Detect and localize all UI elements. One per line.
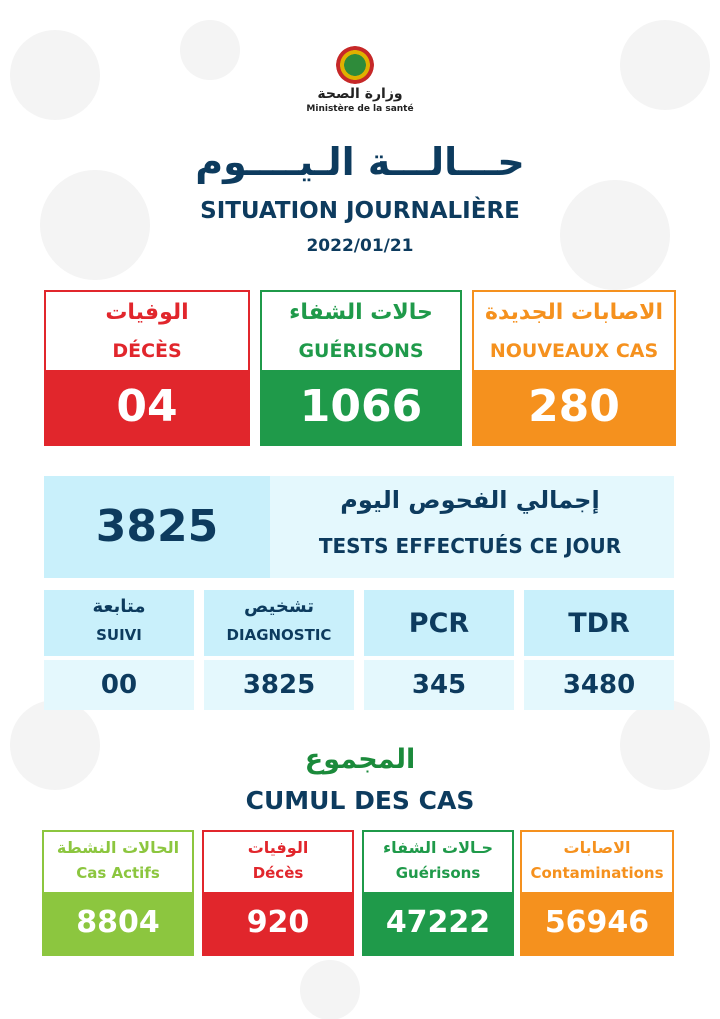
ministry-name-ar: وزارة الصحة — [317, 86, 403, 102]
cumulative-title-fr: CUMUL DES CAS — [245, 786, 475, 815]
background-virus-icon — [10, 30, 100, 120]
background-virus-icon — [180, 20, 240, 80]
cumulative-title-ar: المجموع — [304, 744, 416, 775]
cumulative-deaths-value: 920 — [204, 892, 352, 954]
tests-suivi-label-ar: متابعة — [92, 596, 146, 617]
tests-diagnostic-value: 3825 — [242, 670, 316, 700]
cumulative-contaminations-label-fr: Contaminations — [530, 864, 664, 882]
background-virus-icon — [620, 700, 710, 790]
daily-recoveries-card — [260, 290, 462, 446]
tests-pcr-label: PCR — [408, 608, 470, 639]
cumulative-recoveries-label-ar: حـالات الشفاء — [382, 838, 494, 857]
report-date: 2022/01/21 — [306, 236, 414, 256]
tests-suivi-value: 00 — [100, 670, 138, 700]
tests-pcr-card — [364, 590, 514, 710]
cumulative-active-label-ar: الحالات النشطة — [56, 838, 180, 857]
cumulative-deaths-card — [202, 830, 354, 956]
daily-deaths-label-fr: DÉCÈS — [112, 340, 182, 362]
tests-pcr-value: 345 — [411, 670, 467, 700]
daily-new-cases-card — [472, 290, 676, 446]
daily-new-cases-label-ar: الاصابات الجديدة — [484, 300, 664, 325]
daily-recoveries-value: 1066 — [262, 370, 460, 444]
daily-deaths-label-ar: الوفيات — [105, 300, 189, 325]
cumulative-active-card — [42, 830, 194, 956]
tests-suivi-label-fr: SUIVI — [96, 626, 142, 644]
daily-recoveries-label-ar: حالات الشفاء — [289, 300, 433, 325]
background-virus-icon — [300, 960, 360, 1019]
tests-tdr-value: 3480 — [562, 670, 636, 700]
background-virus-icon — [40, 170, 150, 280]
tests-label-fr: TESTS EFFECTUÉS CE JOUR — [318, 534, 622, 558]
cumulative-deaths-label-fr: Décès — [252, 864, 304, 882]
ministry-name-fr: Ministère de la santé — [306, 104, 414, 114]
daily-recoveries-label-fr: GUÉRISONS — [298, 340, 424, 362]
page-title-fr: SITUATION JOURNALIÈRE — [200, 198, 520, 224]
tests-diagnostic-label-ar: تشخيص — [244, 596, 314, 617]
tests-total-value: 3825 — [95, 501, 219, 552]
cumulative-contaminations-label-ar: الاصابات — [563, 838, 631, 857]
daily-new-cases-value: 280 — [474, 370, 674, 444]
cumulative-active-label-fr: Cas Actifs — [76, 864, 160, 882]
background-virus-icon — [620, 20, 710, 110]
cumulative-recoveries-label-fr: Guérisons — [395, 864, 481, 882]
daily-new-cases-label-fr: NOUVEAUX CAS — [489, 340, 659, 362]
cumulative-contaminations-card — [520, 830, 674, 956]
cumulative-recoveries-value: 47222 — [364, 892, 512, 954]
tests-diagnostic-label-fr: DIAGNOSTIC — [226, 626, 332, 644]
page-title-ar: حـــالـــة الـيــــوم — [195, 140, 525, 184]
tests-tdr-card — [524, 590, 674, 710]
daily-deaths-value: 04 — [46, 370, 248, 444]
ministry-logo-icon — [336, 46, 374, 84]
background-virus-icon — [560, 180, 670, 290]
tests-diagnostic-card — [204, 590, 354, 710]
tests-tdr-label: TDR — [568, 608, 630, 639]
daily-deaths-card — [44, 290, 250, 446]
tests-label-ar: إجمالي الفحوص اليوم — [340, 486, 600, 514]
tests-suivi-card — [44, 590, 194, 710]
cumulative-deaths-label-ar: الوفيات — [247, 838, 309, 857]
cumulative-active-value: 8804 — [44, 892, 192, 954]
cumulative-recoveries-card — [362, 830, 514, 956]
cumulative-contaminations-value: 56946 — [522, 892, 672, 954]
background-virus-icon — [10, 700, 100, 790]
